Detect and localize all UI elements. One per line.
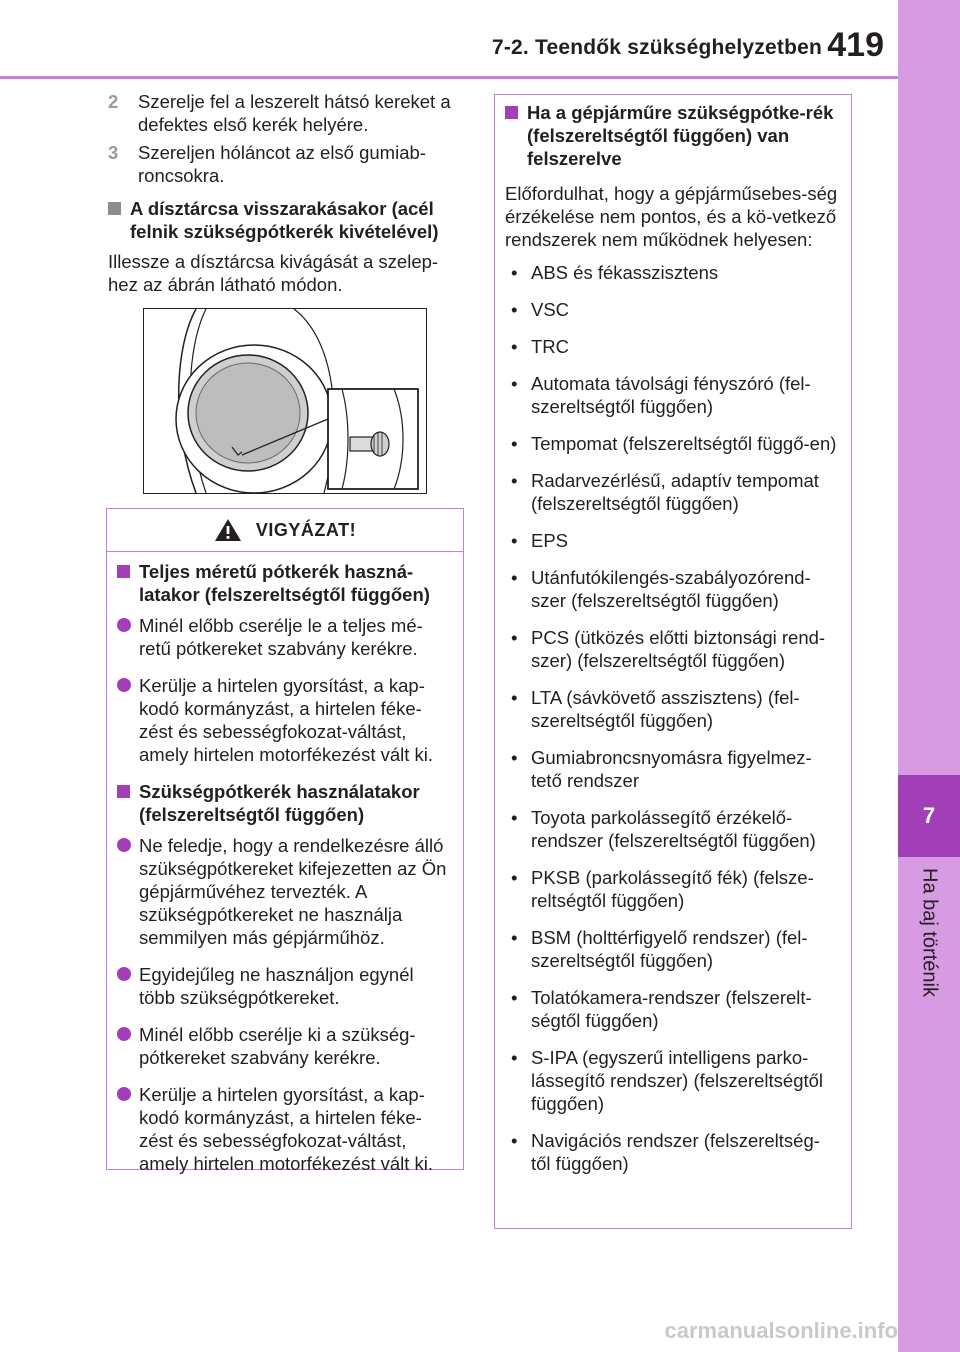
caution-item — [117, 1023, 451, 1069]
caution-item — [117, 674, 451, 766]
left-column — [108, 90, 464, 296]
bullet-dot-icon: • — [511, 299, 518, 320]
bullet-dot-icon: • — [511, 373, 518, 394]
caution-item-text: Minél előbb cserélje le a teljes mé-retű pótkereket szabvány kerékre. — [139, 615, 423, 659]
bullet-dot-icon: • — [511, 1130, 518, 1151]
chapter-tab[interactable] — [898, 775, 960, 857]
page-number: 419 — [827, 26, 884, 64]
info-heading — [505, 101, 839, 170]
info-intro: Előfordulhat, hogy a gépjárműsebes-ség érzékelése nem pontos, és a kö-vetkező rendszerek nem működnek helyesen: — [505, 183, 838, 250]
caution-item — [117, 834, 451, 949]
bullet-dot-icon: • — [511, 433, 518, 454]
bullet-dot-icon: • — [511, 927, 518, 948]
watermark: carmanualsonline.info — [664, 1318, 898, 1343]
spare-tire-info-box — [494, 94, 852, 1229]
list-item — [505, 986, 839, 1032]
step-text: Szerelje fel a leszerelt hátsó kereket a defektes első kerék helyére. — [138, 91, 451, 135]
step-item — [108, 141, 464, 187]
list-item — [505, 626, 839, 672]
square-bullet-icon — [117, 785, 130, 798]
list-item — [505, 432, 839, 455]
list-item-text: PKSB (parkolássegítő fék) (felsze-reltségtől függően) — [531, 867, 814, 911]
list-item-text: BSM (holttérfigyelő rendszer) (fel-szereltségtől függően) — [531, 927, 808, 971]
caution-title: VIGYÁZAT! — [255, 519, 357, 540]
caution-subtitle-text: Szükségpótkerék használatakor (felszereltségtől függően) — [139, 781, 420, 825]
list-item — [505, 335, 839, 358]
list-item — [505, 372, 839, 418]
square-bullet-icon — [505, 106, 518, 119]
circle-bullet-icon — [117, 838, 131, 852]
bullet-dot-icon: • — [511, 1047, 518, 1068]
circle-bullet-icon — [117, 1027, 131, 1041]
caution-item — [117, 1083, 451, 1175]
list-item — [505, 469, 839, 515]
circle-bullet-icon — [117, 1087, 131, 1101]
side-tab-strip — [898, 0, 960, 1352]
square-bullet-icon — [117, 565, 130, 578]
list-item-text: Automata távolsági fényszóró (fel-szereltségtől függően) — [531, 373, 811, 417]
bullet-dot-icon: • — [511, 687, 518, 708]
bullet-dot-icon: • — [511, 867, 518, 888]
section-text: Illessze a dísztárcsa kivágását a szelep-hez az ábrán látható módon. — [108, 251, 439, 295]
caution-subtitle — [117, 560, 451, 606]
caution-item-text: Kerülje a hirtelen gyorsítást, a kap-kodó kormányzást, a hirtelen féke-zést és sebességfokozat-váltást, amely hirtelen motorfékezést vált ki. — [139, 675, 434, 765]
list-item-text: S-IPA (egyszerű intelligens parko-lássegítő rendszer) (felszereltségtől függően) — [531, 1047, 824, 1114]
list-item-text: TRC — [531, 336, 570, 357]
bullet-dot-icon: • — [511, 807, 518, 828]
caution-subtitle-text: Teljes méretű pótkerék haszná-latakor (felszereltségtől függően) — [139, 561, 430, 605]
list-item — [505, 1129, 839, 1175]
list-item — [505, 686, 839, 732]
chapter-label: Ha baj történik — [918, 868, 941, 997]
caution-header — [107, 509, 463, 552]
chapter-number: 7 — [922, 803, 936, 828]
step-number: 2 — [108, 91, 119, 112]
header-title: 7-2. Teendők szükséghelyzetben — [491, 36, 822, 59]
list-item — [505, 1046, 839, 1115]
bullet-dot-icon: • — [511, 747, 518, 768]
circle-bullet-icon — [117, 678, 131, 692]
caution-item-text: Ne feledje, hogy a rendelkezésre álló szükségpótkereket kifejezetten az Ön gépjárművéhez tervezték. A szükségpótkereket ne használja semmilyen más gépjárműhöz. — [139, 835, 447, 948]
list-item-text: Gumiabroncsnyomásra figyelmez-tető rendszer — [531, 747, 812, 791]
caution-item-text: Minél előbb cserélje ki a szükség-pótkereket szabvány kerékre. — [139, 1024, 416, 1068]
caution-body — [107, 552, 463, 1175]
list-item — [505, 298, 839, 321]
list-item-text: Tolatókamera-rendszer (felszerelt-ségtől függően) — [531, 987, 812, 1031]
list-item-text: PCS (ütközés előtti biztonsági rend-szer) (felszereltségtől függően) — [531, 627, 826, 671]
info-title: Ha a gépjárműre szükségpótke-rék (felszereltségtől függően) van felszerelve — [527, 102, 834, 169]
list-item-text: Toyota parkolássegítő érzékelő-rendszer (felszereltségtől függően) — [531, 807, 816, 851]
list-item — [505, 566, 839, 612]
step-number: 3 — [108, 142, 119, 163]
bullet-dot-icon: • — [511, 530, 518, 551]
list-item — [505, 926, 839, 972]
list-item-text: Utánfutókilengés-szabályozórend-szer (felszereltségtől függően) — [531, 567, 811, 611]
step-text: Szereljen hóláncot az első gumiab-roncsokra. — [138, 142, 426, 186]
step-item — [108, 90, 464, 136]
bullet-dot-icon: • — [511, 627, 518, 648]
chapter-label-tab — [898, 868, 960, 1018]
bullet-dot-icon: • — [511, 470, 518, 491]
caution-item — [117, 963, 451, 1009]
list-item — [505, 746, 839, 792]
wheel-cover-figure — [143, 308, 427, 494]
caution-item — [117, 614, 451, 660]
list-item-text: Tempomat (felszereltségtől függő-en) — [531, 433, 837, 454]
bullet-dot-icon: • — [511, 336, 518, 357]
list-item-text: LTA (sávkövető asszisztens) (fel-szereltségtől függően) — [531, 687, 800, 731]
circle-bullet-icon — [117, 618, 131, 632]
caution-subtitle — [117, 780, 451, 826]
list-item-text: ABS és fékasszisztens — [531, 262, 719, 283]
section-title: A dísztárcsa visszarakásakor (acél felnik szükségpótkerék kivételével) — [130, 198, 439, 242]
list-item-text: EPS — [531, 530, 569, 551]
bullet-dot-icon: • — [511, 567, 518, 588]
caution-item-text: Kerülje a hirtelen gyorsítást, a kap-kodó kormányzást, a hirtelen féke-zést és sebességfokozat-váltást, amely hirtelen motorfékezést vált ki. — [139, 1084, 434, 1174]
systems-list — [505, 261, 839, 1175]
caution-box — [106, 508, 464, 1174]
wheel-cover-illustration-icon — [144, 309, 426, 493]
list-item — [505, 261, 839, 284]
header-rule — [0, 76, 898, 79]
list-item-text: VSC — [531, 299, 570, 320]
list-item-text: Radarvezérlésű, adaptív tempomat (felszereltségtől függően) — [531, 470, 819, 514]
list-item-text: Navigációs rendszer (felszereltség-től függően) — [531, 1130, 820, 1174]
caution-item-text: Egyidejűleg ne használjon egynél több szükségpótkereket. — [139, 964, 414, 1008]
list-item — [505, 529, 839, 552]
bullet-dot-icon: • — [511, 987, 518, 1008]
list-item — [505, 806, 839, 852]
list-item — [505, 866, 839, 912]
circle-bullet-icon — [117, 967, 131, 981]
square-bullet-icon — [108, 202, 121, 215]
bullet-dot-icon: • — [511, 262, 518, 283]
warning-triangle-icon — [214, 518, 242, 542]
section-heading — [108, 197, 464, 243]
